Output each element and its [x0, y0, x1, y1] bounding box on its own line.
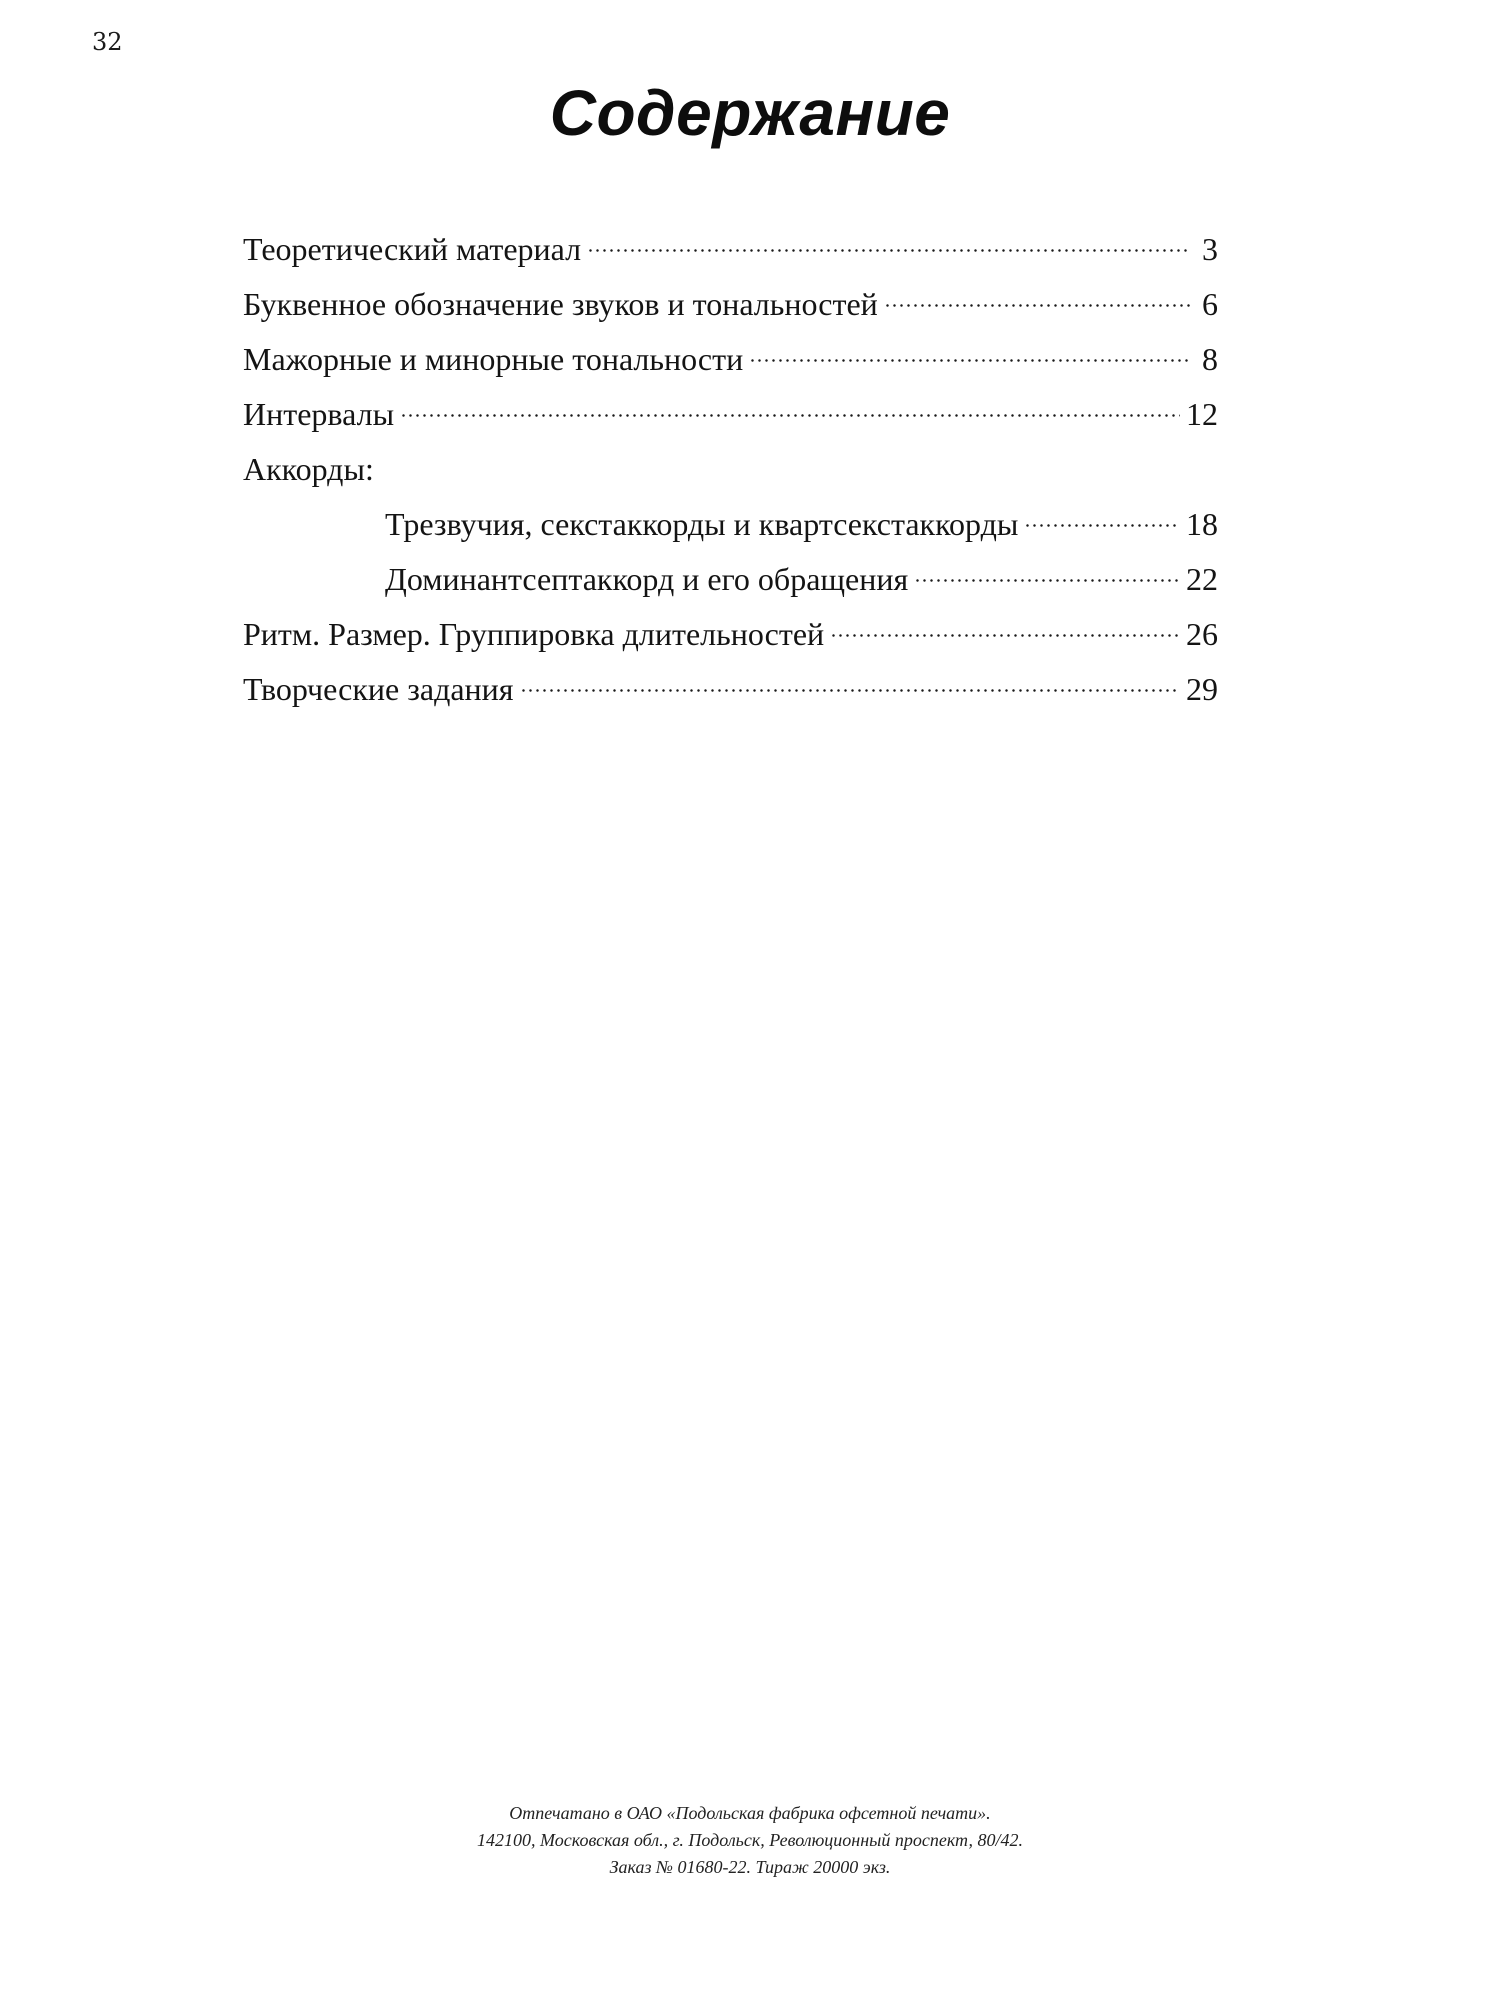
toc-leader-dots — [830, 634, 1180, 637]
table-of-contents — [243, 222, 1218, 717]
toc-leader-dots — [520, 689, 1180, 692]
toc-leader-dots — [914, 579, 1180, 582]
imprint-line-address: 142100, Московская обл., г. Подольск, Революционный проспект, 80/42. — [477, 1830, 1023, 1850]
toc-section-heading — [243, 442, 1218, 497]
toc-entry — [243, 332, 1218, 387]
toc-entry-title: Буквенное обозначение звуков и тональностей — [243, 286, 878, 322]
toc-entry — [243, 387, 1218, 442]
toc-leader-dots — [1024, 524, 1180, 527]
imprint-footer — [0, 1800, 1500, 1881]
toc-leader-dots — [884, 304, 1190, 307]
toc-entry-title: Творческие задания — [243, 671, 514, 707]
toc-leader-dots — [400, 414, 1180, 417]
imprint-line-printer: Отпечатано в ОАО «Подольская фабрика офсетной печати». — [509, 1803, 991, 1823]
imprint-line-order: Заказ № 01680-22. Тираж 20000 экз. — [609, 1857, 891, 1877]
toc-entry-page: 12 — [1186, 396, 1218, 432]
toc-entry-page: 26 — [1186, 616, 1218, 652]
toc-entry-page: 6 — [1202, 286, 1218, 322]
page-title: Содержание — [549, 77, 951, 149]
toc-entry — [243, 662, 1218, 717]
toc-entry-title: Теоретический материал — [243, 231, 582, 267]
toc-entry-page: 8 — [1202, 341, 1218, 377]
toc-entry-title: Интервалы — [243, 396, 395, 432]
toc-entry — [243, 607, 1218, 662]
toc-subentry — [243, 497, 1218, 552]
toc-subentry — [243, 552, 1218, 607]
toc-entry-title: Трезвучия, секстаккорды и квартсекстаккорды — [385, 506, 1019, 542]
toc-leader-dots — [587, 249, 1190, 252]
toc-entry-page: 29 — [1186, 671, 1218, 707]
toc-entry — [243, 277, 1218, 332]
toc-entry-page: 18 — [1186, 506, 1218, 542]
toc-entry-page: 22 — [1186, 561, 1218, 597]
toc-entry-title: Аккорды: — [243, 451, 374, 487]
toc-entry-title: Ритм. Размер. Группировка длительностей — [243, 616, 825, 652]
toc-entry — [243, 222, 1218, 277]
toc-entry-title: Мажорные и минорные тональности — [243, 341, 744, 377]
page-number: 32 — [92, 28, 123, 56]
toc-leader-dots — [749, 359, 1190, 362]
toc-entry-page: 3 — [1202, 231, 1218, 267]
toc-entry-title: Доминантсептаккорд и его обращения — [385, 561, 909, 597]
